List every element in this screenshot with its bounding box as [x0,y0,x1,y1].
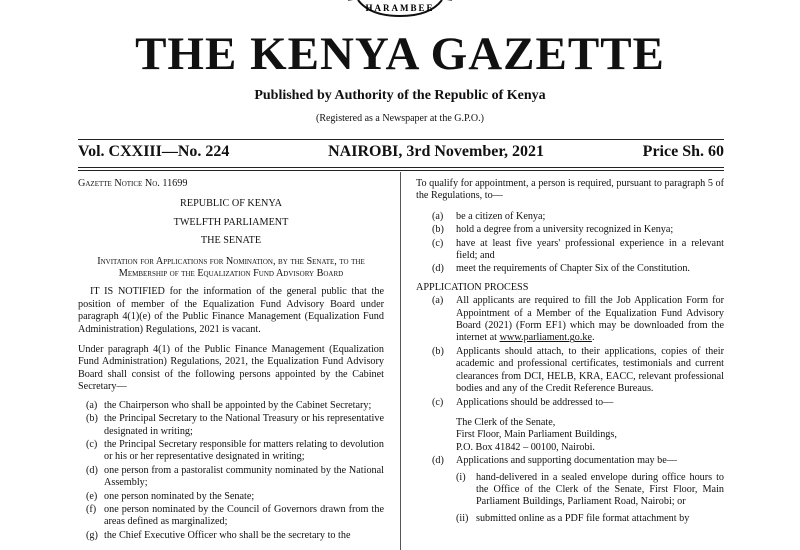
gazette-title: THE KENYA GAZETTE [135,28,665,80]
sub-list-item: (ii) submitted online as a PDF file format attachment by [456,512,690,524]
gazette-notice-number: Gazette Notice No. 11699 [78,178,188,189]
list-item: (b) Applicants should attach, to their applications, copies of their academic and professional certificates, testimonials and current clearances from DCI, HELB, KRA, EACC, relevant professional bodies and any of the Credit Reference Bureaus. [432,345,724,395]
list-item: (g) the Chief Executive Officer who shall be the secretary to the [86,529,351,541]
list-item: (d) meet the requirements of Chapter Six of the Constitution. [432,263,690,275]
list-item: (d) Applications and supporting documentation may be— [432,455,677,467]
notice-paragraph-2: Under paragraph 4(1) of the Public Finance Management (Equalization Fund Administration) Regulations, 2021, the Equalization Fund Advisory Board shall consist of the following persons appointed by the Cabinet Secretary— [78,344,384,393]
volume-number: Vol. CXXIII—No. 224 [78,143,230,160]
list-item: (d) one person from a pastoralist community nominated by the National Assembly; [86,464,384,489]
list-item: (e) one person nominated by the Senate; [86,490,255,502]
parliament-website-link[interactable]: www.parliament.go.ke [499,332,592,344]
top-rule [78,139,724,140]
coat-of-arms-icon [300,0,500,22]
column-divider [400,172,401,550]
right-column [416,178,724,525]
list-item: (c) the Principal Secretary responsible for matters relating to devolution or his or her representative designated in writing; [86,438,384,463]
crest-motto: HARAMBEE [365,3,435,13]
list-item: (a) the Chairperson who shall be appointed by the Cabinet Secretary; [86,399,372,411]
list-item: (a) be a citizen of Kenya; [432,210,546,222]
board-members-list [78,400,384,542]
qualification-intro: To qualify for appointment, a person is required, pursuant to paragraph 5 of the Regulations, to— [416,178,724,202]
heading-parliament: TWELFTH PARLIAMENT [173,216,289,228]
notice-paragraph-1: IT IS NOTIFIED for the information of the general public that the position of member of the Equalization Fund Advisory Board under paragraph 4(1)(e) of the Public Finance Management (Equalization Fund Administration) Regulations, 2021 is vacant. [78,286,384,335]
place-date: NAIROBI, 3rd November, 2021 [328,143,544,160]
registered-note: (Registered as a Newspaper at the G.P.O.) [315,113,484,124]
issue-rule-double [78,170,724,171]
application-process-heading: APPLICATION PROCESS [416,281,529,293]
issue-rule [78,167,724,168]
list-item: (c) Applications should be addressed to— [432,396,614,408]
list-item: (b) the Principal Secretary to the National Treasury or his representative designated in writing; [86,413,384,437]
qualification-list [416,211,724,276]
left-column [78,178,384,542]
list-item: (b) hold a degree from a university recognized in Kenya; [432,224,674,236]
issue-bar [78,143,724,161]
notice-title: Invitation for Applications for Nomination, by the Senate, to the Membership of the Equalization Fund Advisory Board [97,255,365,280]
heading-republic: REPUBLIC OF KENYA [180,198,282,210]
price: Price Sh. 60 [642,143,724,160]
heading-senate: THE SENATE [200,235,262,247]
publisher-line: Published by Authority of the Republic of Kenya [254,88,546,103]
sub-list-item: (i) hand-delivered in a sealed envelope during office hours to the Office of the Clerk of the Senate, First Floor, Main Parliament Buildings, Parliament Road, Nairobi; or [456,471,724,508]
list-item: (a) All applicants are required to fill the Job Application Form for Appointment of a Member of the Equalization Fund Advisory Board (2021) (Form EF1) which may be downloaded from the internet at www.parliament.go.ke. [432,295,724,344]
clerk-address: The Clerk of the Senate, First Floor, Main Parliament Buildings, P.O. Box 41842 – 00100, Nairobi. [456,416,617,453]
list-item: (f) one person nominated by the Council of Governors drawn from the areas defined as marginalized; [86,503,384,528]
list-item: (c) have at least five years' professional experience in a relevant field; and [432,237,724,262]
